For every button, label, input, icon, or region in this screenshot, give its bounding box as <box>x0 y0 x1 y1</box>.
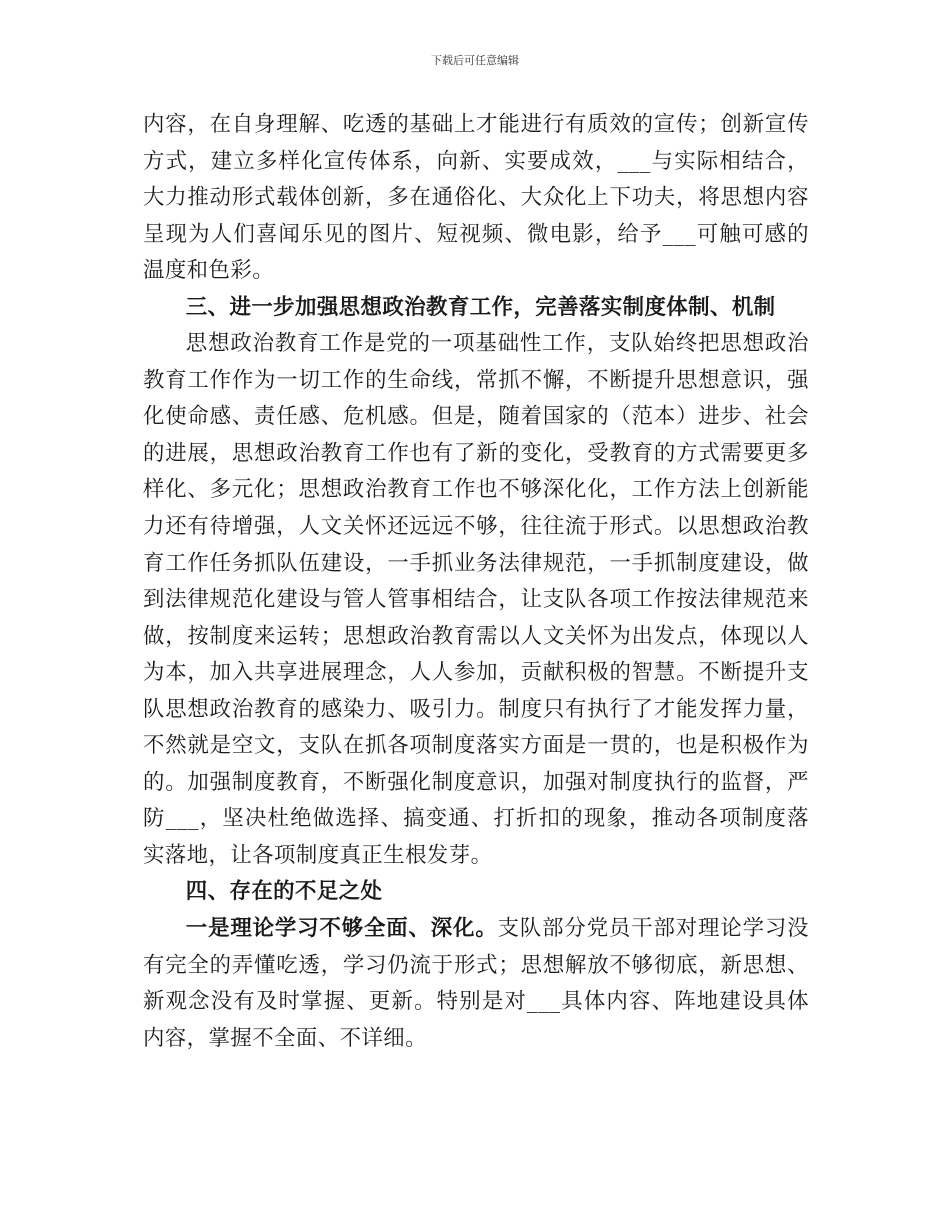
paragraph-section-4 <box>143 911 809 1057</box>
paragraph-section-3: 思想政治教育工作是党的一项基础性工作，支队始终把思想政治教育工作作为一切工作的生命线，常抓不懈，不断提升思想意识，强化使命感、责任感、危机感。但是，随着国家的（范本）进步、社会的进展，思想政治教育工作也有了新的变化，受教育的方式需要更多样化、多元化；思想政治教育工作也不够深化化，工作方法上创新能力还有待增强，人文关怀还远远不够，往往流于形式。以思想政治教育工作任务抓队伍建设，一手抓业务法律规范，一手抓制度建设，做到法律规范化建设与管人管事相结合，让支队各项工作按法律规范来做，按制度来运转；思想政治教育需以人文关怀为出发点，体现以人为本，加入共享进展理念，人人参加，贡献积极的智慧。不断提升支队思想政治教育的感染力、吸引力。制度只有执行了才能发挥力量，不然就是空文，支队在抓各项制度落实方面是一贯的，也是积极作为的。加强制度教育，不断强化制度意识，加强对制度执行的监督，严防___，坚决杜绝做选择、搞变通、打折扣的现象，推动各项制度落实落地，让各项制度真正生根发芽。 <box>143 331 809 868</box>
page-header: 下载后可任意编辑 <box>431 54 519 67</box>
paragraph-continuation: 内容，在自身理解、吃透的基础上才能进行有质效的宣传；创新宣传方式，建立多样化宣传体系，向新、实要成效，___与实际相结合，大力推动形式载体创新，多在通俗化、大众化上下功夫，将思想内容呈现为人们喜闻乐见的图片、短视频、微电影，给予___可触可感的温度和色彩。 <box>143 112 809 284</box>
document-body <box>143 107 809 1057</box>
point-one-text: 支队部分党员干部对理论学习没有完全的弄懂吃透，学习仍流于形式；思想解放不够彻底，新思想、新观念没有及时掌握、更新。特别是对___具体内容、阵地建设具体内容，掌握不全面、不详细。 <box>143 916 809 1051</box>
section-heading-3: 三、进一步加强思想政治教育工作，完善落实制度体制、机制 <box>185 294 776 320</box>
point-one-title: 一是理论学习不够全面、深化。 <box>185 916 498 942</box>
section-heading-4: 四、存在的不足之处 <box>185 879 383 905</box>
